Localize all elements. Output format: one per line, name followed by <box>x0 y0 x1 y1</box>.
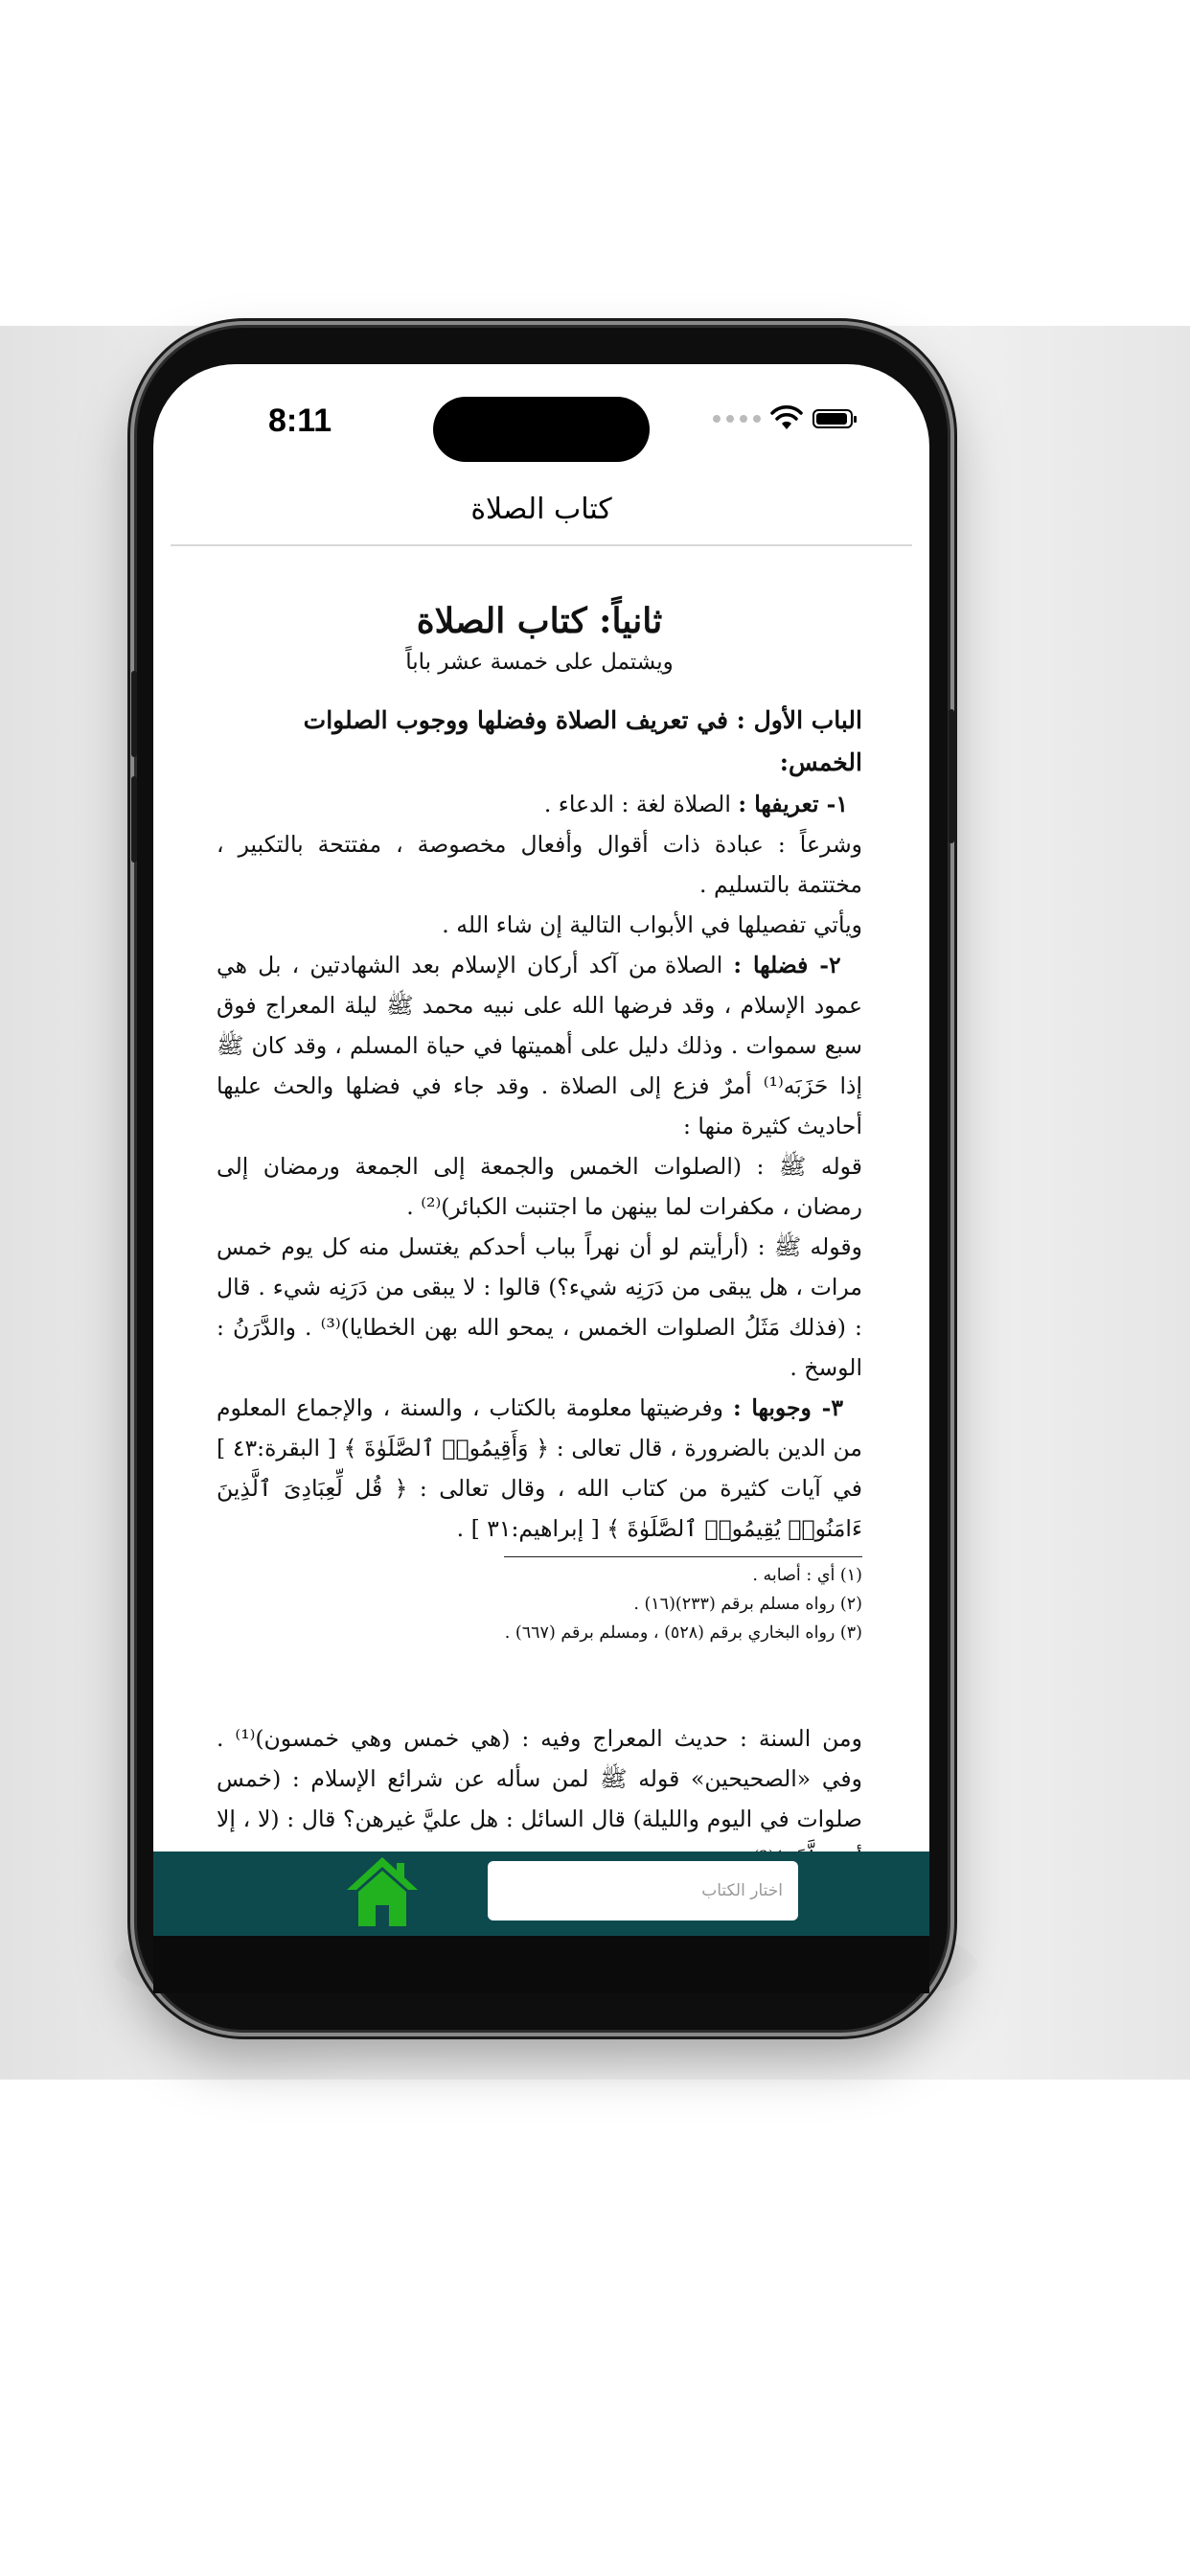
volume-up-button <box>131 671 137 757</box>
home-icon[interactable] <box>345 1853 420 1928</box>
footnote: (١) أي : أصابه . <box>752 1566 862 1585</box>
wifi-icon <box>770 406 803 431</box>
obligation-text: وفرضيتها معلومة بالكتاب ، والسنة ، والإجماع المعلوم من الدين بالضرورة ، قال تعالى : ﴿ وَأَقِيمُوا۟ ٱلصَّلَوٰةَ ﴾ [ البقرة:٤٣ ] في آيات كثيرة من كتاب الله ، وقال تعالى : ﴿ قُل لِّعِبَادِىَ ٱلَّذِينَ ءَامَنُوا۟ يُقِيمُوا۟ ٱلصَّلَوٰةَ ﴾ [ إبراهيم:٣١ ] . <box>217 1394 862 1542</box>
battery-icon <box>812 409 853 428</box>
chapter-title: الباب الأول : في تعريف الصلاة وفضلها ووجوب الصلوات الخمس: <box>303 706 862 776</box>
paragraph-sharia: وشرعاً : عبادة ذات أقوال وأفعال مخصوصة ، مفتتحة بالتكبير ، مختتمة بالتسليم . <box>217 831 862 898</box>
footnote: (٢) رواه مسلم برقم (٢٣٣)(١٦) . <box>633 1595 862 1614</box>
paragraph-sunnah: ومن السنة : حديث المعراج وفيه : (هي خمس وهي خمسون)⁽¹⁾ . وفي «الصحيحين» قوله ﷺ لمن سأله عن شرائع الإسلام : (خمس صلوات في اليوم والليلة) قال السائل : هل عليَّ غيرهن؟ قال : (لا ، إلا <box>217 1725 862 1832</box>
signal-icon <box>713 415 761 423</box>
book-select-input[interactable] <box>488 1861 798 1920</box>
paragraph-definition <box>217 784 862 824</box>
status-time: 8:11 <box>268 402 332 439</box>
book-page[interactable] <box>167 546 916 1832</box>
definition-label: ١- تعريفها : <box>738 791 849 817</box>
page-title: كتاب الصلاة <box>470 493 612 526</box>
status-icons <box>713 406 853 431</box>
book-heading: ثانياً: كتاب الصلاة <box>416 601 663 641</box>
paragraph-hadith-1: قوله ﷺ : (الصلوات الخمس والجمعة إلى الجمعة ورمضان إلى رمضان ، مكفرات لما بينهن ما اجتنبت الكبائر)⁽²⁾ . <box>217 1153 862 1220</box>
status-bar <box>153 364 929 479</box>
phone-screen <box>153 364 929 1993</box>
screen-bottom-edge <box>153 1936 929 1993</box>
obligation-label: ٣- وجوبها : <box>732 1394 843 1421</box>
paragraph-obligation <box>217 1388 862 1549</box>
paragraph-hadith-2: وقوله ﷺ : (أرأيتم لو أن نهراً بباب أحدكم يغتسل منه كل يوم خمس مرات ، هل يبقى من دَرَنِه شيء؟) قالوا : لا يبقى من دَرَنِه شيء . قال : (فذلك مَثَلُ الصلوات الخمس ، يمحو الله بهن الخطايا)⁽³⁾ . والدَّرَنُ : الوسخ . <box>217 1233 862 1381</box>
virtue-text: الصلاة من آكد أركان الإسلام بعد الشهادتين ، بل هي عمود الإسلام ، وقد فرضها الله على نبيه محمد ﷺ ليلة المعراج فوق سبع سموات . وذلك دليل على أهميتها في حياة المسلم ، وقد كان ﷺ إذا حَزَبَه⁽¹⁾ أمرٌ فزع إلى الصلاة . وقد جاء في فضلها والحث عليها أحاديث كثيرة منها : <box>217 952 862 1139</box>
side-button <box>949 709 954 843</box>
definition-text: الصلاة لغة : الدعاء . <box>543 791 731 817</box>
virtue-label: ٢- فضلها : <box>733 952 841 978</box>
dynamic-island <box>433 397 650 462</box>
footnote: (٣) رواه البخاري برقم (٥٢٨) ، ومسلم برقم (٦٦٧) . <box>504 1623 862 1643</box>
footnote-divider <box>504 1556 862 1557</box>
paragraph-details: ويأتي تفصيلها في الأبواب التالية إن شاء الله . <box>442 911 862 938</box>
book-subheading: ويشتمل على خمسة عشر باباً <box>405 650 674 675</box>
volume-down-button <box>131 776 137 862</box>
paragraph-virtue <box>217 945 862 1146</box>
